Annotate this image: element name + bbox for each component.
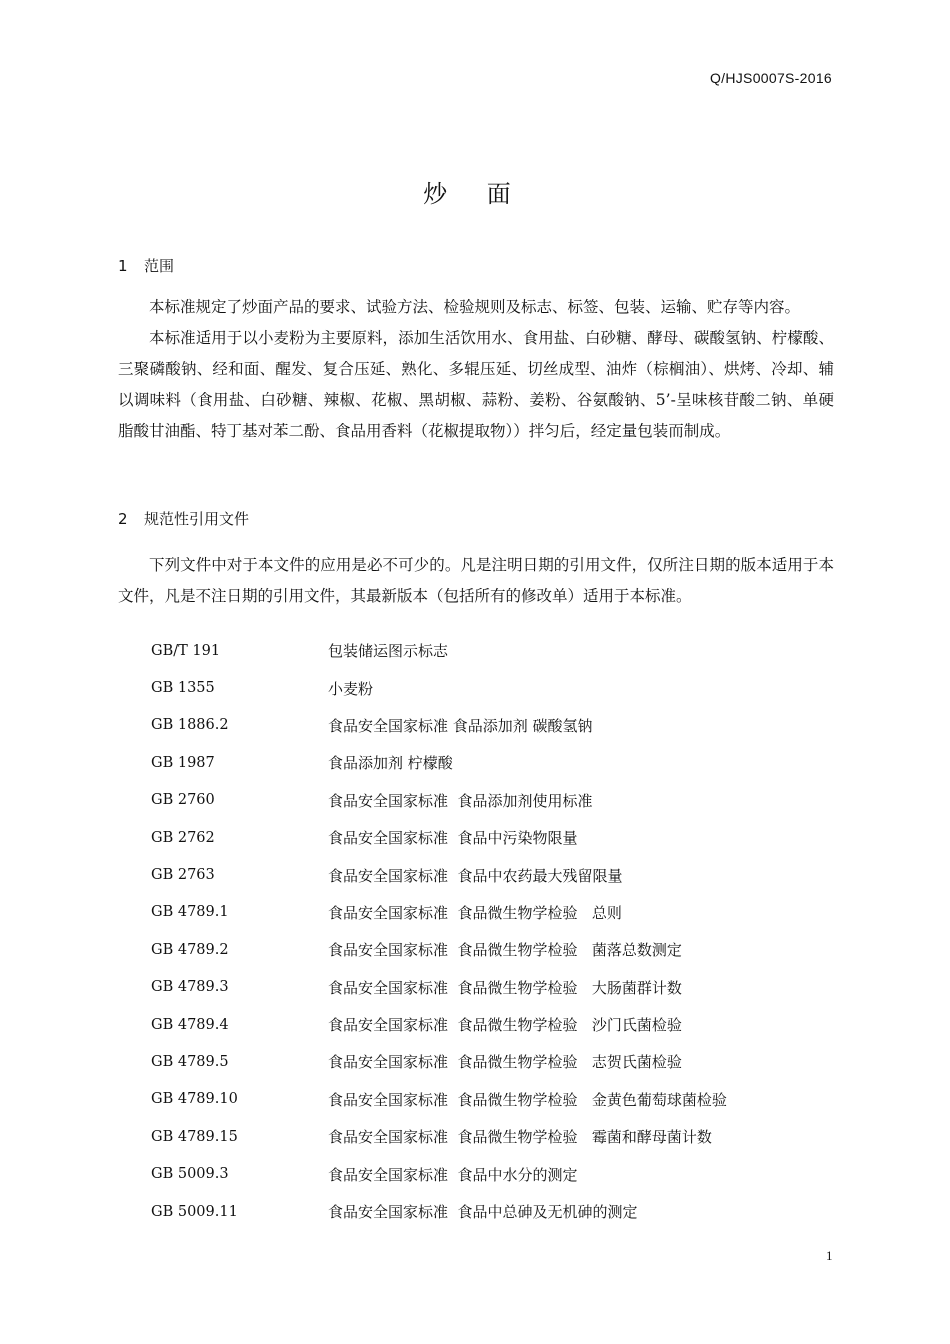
reference-title: 食品安全国家标准 食品中水分的测定 [328, 1165, 578, 1184]
section-1-number: 1 [118, 257, 128, 275]
reference-row [151, 782, 841, 819]
reference-code: GB 2763 [151, 867, 215, 884]
page-number: 1 [826, 1248, 833, 1263]
reference-code: GB 4789.10 [151, 1091, 238, 1108]
reference-row [151, 969, 841, 1006]
reference-title: 食品安全国家标准 食品微生物学检验 霉菌和酵母菌计数 [328, 1128, 712, 1147]
reference-title: 小麦粉 [328, 679, 374, 698]
reference-row [151, 819, 841, 856]
reference-row [151, 1155, 841, 1192]
reference-title: 食品安全国家标准 食品中农药最大残留限量 [328, 866, 623, 885]
reference-code: GB 1987 [151, 754, 215, 771]
reference-title: 食品安全国家标准 食品微生物学检验 菌落总数测定 [328, 941, 682, 960]
reference-code: GB 5009.11 [151, 1203, 238, 1220]
reference-row [151, 1193, 841, 1230]
reference-row [151, 1043, 841, 1080]
reference-title: 食品安全国家标准 食品微生物学检验 金黄色葡萄球菌检验 [328, 1090, 727, 1109]
section-1-title: 范围 [144, 257, 175, 275]
reference-row [151, 632, 841, 669]
reference-row [151, 894, 841, 931]
reference-row [151, 856, 841, 893]
reference-title: 食品安全国家标准 食品中总砷及无机砷的测定 [328, 1203, 638, 1222]
reference-code: GB 4789.4 [151, 1016, 229, 1033]
reference-code: GB 5009.3 [151, 1166, 229, 1183]
section-1-paragraph-2: 本标准适用于以小麦粉为主要原料，添加生活饮用水、食用盐、白砂糖、酵母、碳酸氢钠、柠檬酸、三聚磷酸钠、经和面、醒发、复合压延、熟化、多辊压延、切丝成型、油炸（棕榈油）、烘烤、冷却、辅以调味料（食用盐、白砂糖、辣椒、花椒、黑胡椒、蒜粉、姜粉、谷氨酸钠、5’-呈味核苷酸二钠、单硬脂酸甘油酯、特丁基对苯二酚、食品用香料（花椒提取物））拌匀后，经定量包装而制成。 [118, 329, 834, 440]
reference-code: GB 4789.15 [151, 1128, 238, 1145]
reference-code: GB 2760 [151, 792, 215, 809]
reference-row [151, 931, 841, 968]
reference-title: 食品安全国家标准 食品微生物学检验 志贺氏菌检验 [328, 1053, 682, 1072]
reference-code: GB 1355 [151, 680, 215, 697]
reference-row [151, 669, 841, 706]
reference-row [151, 1081, 841, 1118]
section-2-number: 2 [118, 510, 128, 528]
section-1-paragraph-1: 本标准规定了炒面产品的要求、试验方法、检验规则及标志、标签、包装、运输、贮存等内容。 [149, 298, 801, 316]
reference-code: GB/T 191 [151, 642, 221, 659]
reference-title: 食品安全国家标准 食品添加剂 碳酸氢钠 [328, 716, 593, 735]
reference-title: 食品添加剂 柠檬酸 [328, 754, 453, 773]
reference-row [151, 1006, 841, 1043]
reference-code: GB 1886.2 [151, 717, 229, 734]
reference-title: 食品安全国家标准 食品中污染物限量 [328, 829, 578, 848]
document-code: Q/HJS0007S-2016 [709, 70, 832, 86]
section-2-title: 规范性引用文件 [144, 510, 250, 528]
page-title: 炒 面 [423, 180, 527, 208]
section-2-heading [118, 508, 249, 529]
reference-title: 包装储运图示标志 [328, 642, 449, 661]
section-2-paragraph: 下列文件中对于本文件的应用是必不可少的。凡是注明日期的引用文件，仅所注日期的版本适用于本文件，凡是不注日期的引用文件，其最新版本（包括所有的修改单）适用于本标准。 [118, 556, 834, 605]
section-1-heading [118, 255, 174, 276]
reference-title: 食品安全国家标准 食品添加剂使用标准 [328, 791, 593, 810]
reference-code: GB 2762 [151, 829, 215, 846]
reference-code: GB 4789.1 [151, 904, 229, 921]
reference-row [151, 1118, 841, 1155]
reference-title: 食品安全国家标准 食品微生物学检验 总则 [328, 903, 622, 922]
reference-row [151, 707, 841, 744]
reference-row [151, 744, 841, 781]
reference-list [151, 632, 841, 1230]
reference-title: 食品安全国家标准 食品微生物学检验 沙门氏菌检验 [328, 1016, 682, 1035]
reference-title: 食品安全国家标准 食品微生物学检验 大肠菌群计数 [328, 978, 682, 997]
reference-code: GB 4789.5 [151, 1053, 229, 1070]
reference-code: GB 4789.2 [151, 941, 229, 958]
reference-code: GB 4789.3 [151, 979, 229, 996]
